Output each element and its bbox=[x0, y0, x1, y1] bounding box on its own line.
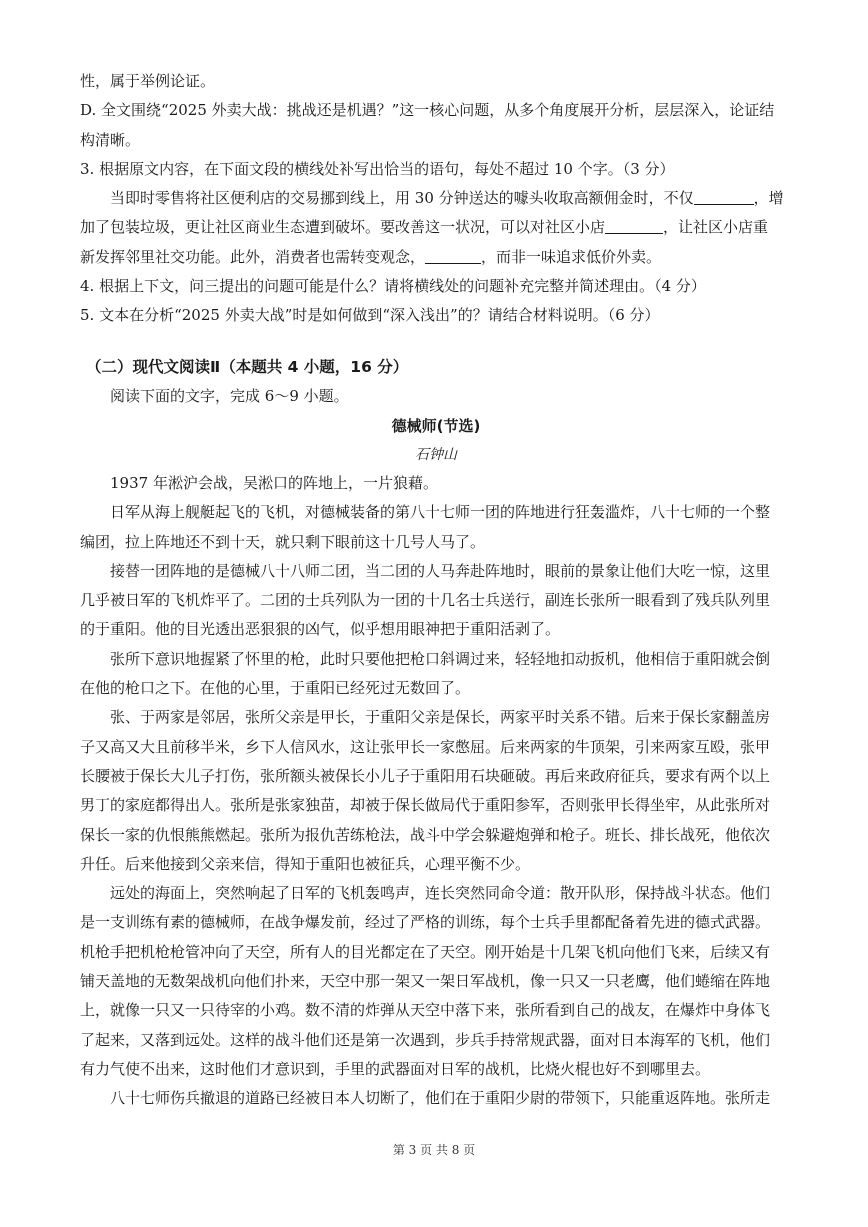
story-line: 接替一团阵地的是德械八十八师二团，当二团的人马奔赴阵地时，眼前的景象让他们大吃一惊，这里 bbox=[110, 561, 771, 580]
story-line: 保长一家的仇恨熊熊燃起。张所为报仇苦练枪法，战斗中学会躲避炮弹和枪子。班长、排长战死，他依次 bbox=[80, 825, 771, 844]
fill-text: 当即时零售将社区便利店的交易挪到线上，用 30 分钟送达的噱头收取高额佣金时，不仅 bbox=[110, 189, 694, 208]
story-paragraph-1: 1937 年淞沪会战，吴淞口的阵地上，一片狼藉。 bbox=[110, 473, 438, 492]
story-line: 在他的枪口之下。在他的心里，于重阳已经死过无数回了。 bbox=[80, 679, 471, 698]
answer-blank-2[interactable] bbox=[605, 217, 663, 234]
story-line: 是一支训练有素的德械师，在战争爆发前，经过了严格的训练，每个士兵手里都配备着先进的德式武器。 bbox=[80, 913, 771, 932]
story-line: 编团，拉上阵地还不到十天，就只剩下眼前这十几号人马了。 bbox=[80, 532, 486, 551]
story-title: 德械师(节选) bbox=[391, 416, 481, 435]
answer-blank-3[interactable] bbox=[425, 247, 481, 264]
story-line: 上，就像一只又一只待宰的小鸡。数不清的炸弹从天空中落下来，张所看到自己的战友，在爆炸中身体飞 bbox=[80, 1001, 771, 1020]
story-line: 铺天盖地的无数架战机向他们扑来，天空中那一架又一架日军战机，像一只又一只老鹰，他们蜷缩在阵地 bbox=[80, 972, 771, 991]
page-content bbox=[80, 67, 792, 1114]
story-author: 石钟山 bbox=[415, 446, 457, 463]
fill-text: ，而非一味追求低价外卖。 bbox=[481, 247, 662, 266]
story-line: 八十七师伤兵撤退的道路已经被日本人切断了，他们在于重阳少尉的带领下，只能重返阵地。张所走 bbox=[110, 1089, 771, 1108]
story-line: 升任。后来他接到父亲来信，得知于重阳也被征兵，心理平衡不少。 bbox=[80, 854, 531, 873]
section-heading: （二）现代文阅读Ⅱ（本题共 4 小题，16 分） bbox=[86, 357, 409, 376]
story-line: 几乎被日军的飞机炸平了。二团的士兵列队为一团的十几名士兵送行，副连长张所一眼看到了残兵队列里 bbox=[80, 591, 771, 610]
fill-blank-line3 bbox=[80, 243, 792, 272]
option-c-tail: 性，属于举例论证。 bbox=[80, 72, 216, 90]
fill-blank-line1 bbox=[80, 184, 792, 213]
question-3: 3. 根据原文内容，在下面文段的横线处补写出恰当的语句，每处不超过 10 个字。（3 分） bbox=[80, 159, 675, 178]
fill-text: ，增 bbox=[753, 189, 784, 208]
answer-blank-1[interactable] bbox=[694, 188, 754, 205]
question-5: 5. 文本在分析“2025 外卖大战”时是如何做到“深入浅出”的？请结合材料说明。（6 分） bbox=[80, 306, 660, 325]
story-line: 张所下意识地握紧了怀里的枪，此时只要他把枪口斜调过来，轻轻地扣动扳机，他相信于重阳就会倒 bbox=[110, 649, 771, 668]
story-line: 长腰被于保长大儿子打伤，张所额头被保长小儿子于重阳用石块砸破。再后来政府征兵，要求有两个以上 bbox=[80, 766, 771, 785]
question-4: 4. 根据上下文，问三提出的问题可能是什么？请将横线处的问题补充完整并简述理由。（4 分） bbox=[80, 277, 706, 296]
story-line: 张、于两家是邻居，张所父亲是甲长，于重阳父亲是保长，两家平时关系不错。后来于保长家翻盖房 bbox=[110, 708, 771, 727]
story-line: 男丁的家庭都得出人。张所是张家独苗，却被于保长做局代于重阳参军，否则张甲长得坐牢，从此张所对 bbox=[80, 796, 771, 815]
fill-text: ，让社区小店重 bbox=[663, 218, 769, 237]
fill-text: 新发挥邻里社交功能。此外，消费者也需转变观念， bbox=[80, 247, 426, 266]
story-line: 子又高又大且前移半米，乡下人信风水，这让张甲长一家憋屈。后来两家的牛顶架，引来两家互殴，张甲 bbox=[80, 737, 771, 756]
story-line: 的于重阳。他的目光透出恶狠狠的凶气，似乎想用眼神把于重阳活剥了。 bbox=[80, 620, 561, 639]
option-d-line2: 构清晰。 bbox=[80, 130, 141, 149]
page-footer: 第 3 页 共 8 页 bbox=[392, 1143, 476, 1157]
story-line: 机枪手把机枪枪管冲向了天空，所有人的目光都定在了天空。刚开始是十几架飞机向他们飞来，后续又有 bbox=[80, 942, 771, 961]
story-line: 远处的海面上，突然响起了日军的飞机轰鸣声，连长突然同命令道：散开队形，保持战斗状态。他们 bbox=[110, 884, 771, 903]
story-line: 日军从海上舰艇起飞的飞机，对德械装备的第八十七师一团的阵地进行狂轰滥炸，八十七师的一个整 bbox=[110, 503, 771, 522]
fill-text: 加了包装垃圾，更让社区商业生态遭到破坏。要改善这一状况，可以对社区小店 bbox=[80, 218, 606, 237]
story-line: 了起来，又落到远处。这样的战斗他们还是第一次遇到，步兵手持常规武器，面对日本海军的飞机，他们 bbox=[80, 1030, 771, 1049]
story-line: 有力气使不出来，这时他们才意识到，手里的武器面对日军的战机，比烧火棍也好不到哪里去。 bbox=[80, 1059, 711, 1078]
fill-blank-line2 bbox=[80, 213, 792, 242]
option-d-line1: D. 全文围绕“2025 外卖大战：挑战还是机遇？”这一核心问题，从多个角度展开分析，层层深入，论证结 bbox=[80, 101, 775, 120]
section-instruction: 阅读下面的文字，完成 6～9 小题。 bbox=[110, 386, 349, 405]
